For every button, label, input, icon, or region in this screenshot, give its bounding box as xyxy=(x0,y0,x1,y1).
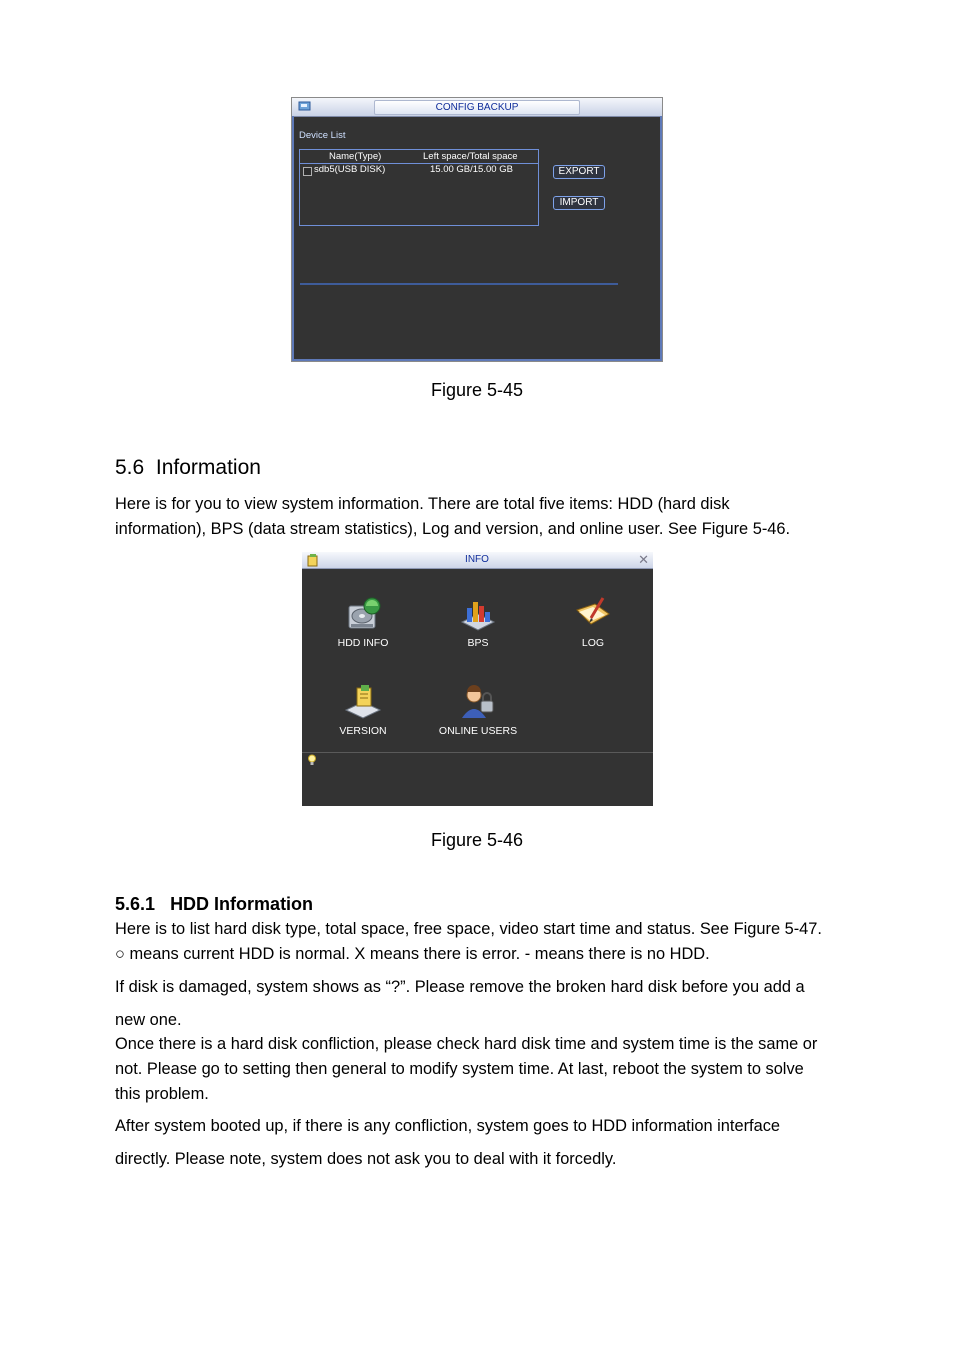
online-users-icon xyxy=(458,682,498,722)
column-header-name: Name(Type) xyxy=(329,151,382,162)
log-tile[interactable] xyxy=(545,594,641,649)
section-heading xyxy=(115,456,261,480)
export-button[interactable]: EXPORT xyxy=(553,165,605,179)
title-bar xyxy=(292,98,662,117)
paragraph-line: directly. Please note, system does not ask you to deal with it forcedly. xyxy=(115,1150,617,1168)
info-window xyxy=(302,552,653,806)
paragraph-line: this problem. xyxy=(115,1085,209,1103)
tile-label: LOG xyxy=(581,637,605,649)
divider xyxy=(302,752,653,753)
import-button[interactable]: IMPORT xyxy=(553,196,605,210)
tile-label: ONLINE USERS xyxy=(438,725,518,737)
section-title: Information xyxy=(155,456,261,479)
section-number: 5.6 xyxy=(115,456,145,479)
paragraph-line: Once there is a hard disk confliction, please check hard disk time and system time is the same or xyxy=(115,1035,818,1053)
paragraph-line: If disk is damaged, system shows as “?”. Please remove the broken hard disk before you add a xyxy=(115,978,805,996)
paragraph-line: Here is to list hard disk type, total space, free space, video start time and status. See Figure 5-47. xyxy=(115,920,822,938)
tile-label: BPS xyxy=(467,637,489,649)
subsection-title: HDD Information xyxy=(170,894,314,914)
device-name: sdb5(USB DISK) xyxy=(314,164,386,175)
hdd-icon xyxy=(343,594,383,634)
lightbulb-icon xyxy=(307,754,317,766)
hdd-info-tile[interactable] xyxy=(315,594,411,649)
device-space: 15.00 GB/15.00 GB xyxy=(430,164,513,175)
bps-chart-icon xyxy=(458,594,498,634)
config-backup-icon xyxy=(298,100,312,112)
row-checkbox[interactable] xyxy=(303,167,312,176)
version-icon xyxy=(343,682,383,722)
device-list-label: Device List xyxy=(299,130,346,141)
paragraph-line: not. Please go to setting then general to modify system time. At last, reboot the system to solve xyxy=(115,1060,804,1078)
progress-bar xyxy=(300,283,618,285)
window-title: INFO xyxy=(465,554,489,565)
paragraph-line: ○ means current HDD is normal. X means there is error. - means there is no HDD. xyxy=(115,945,710,963)
title-bar xyxy=(302,552,653,569)
close-icon[interactable]: ✕ xyxy=(638,552,649,567)
tile-label: HDD INFO xyxy=(337,637,389,649)
subsection-number: 5.6.1 xyxy=(115,894,156,914)
figure-caption-46: Figure 5-46 xyxy=(430,830,524,850)
paragraph-line: After system booted up, if there is any confliction, system goes to HDD information interface xyxy=(115,1117,781,1135)
device-table xyxy=(299,149,539,226)
table-header xyxy=(300,150,538,164)
paragraph-line: new one. xyxy=(115,1011,182,1029)
config-backup-window xyxy=(291,97,663,362)
intro-line-1: Here is for you to view system information. There are total five items: HDD (hard disk xyxy=(115,495,730,513)
intro-line-2: information), BPS (data stream statistics), Log and version, and online user. See Figure 5-46. xyxy=(115,520,791,538)
log-pen-icon xyxy=(573,594,613,634)
subsection-heading xyxy=(115,894,313,915)
tile-label: VERSION xyxy=(339,725,387,737)
info-window-icon xyxy=(306,553,320,567)
column-header-space: Left space/Total space xyxy=(423,151,518,162)
version-tile[interactable] xyxy=(315,682,411,737)
figure-caption-45: Figure 5-45 xyxy=(430,380,524,400)
online-users-tile[interactable] xyxy=(430,682,526,737)
window-title: CONFIG BACKUP xyxy=(374,100,580,115)
bps-tile[interactable] xyxy=(430,594,526,649)
